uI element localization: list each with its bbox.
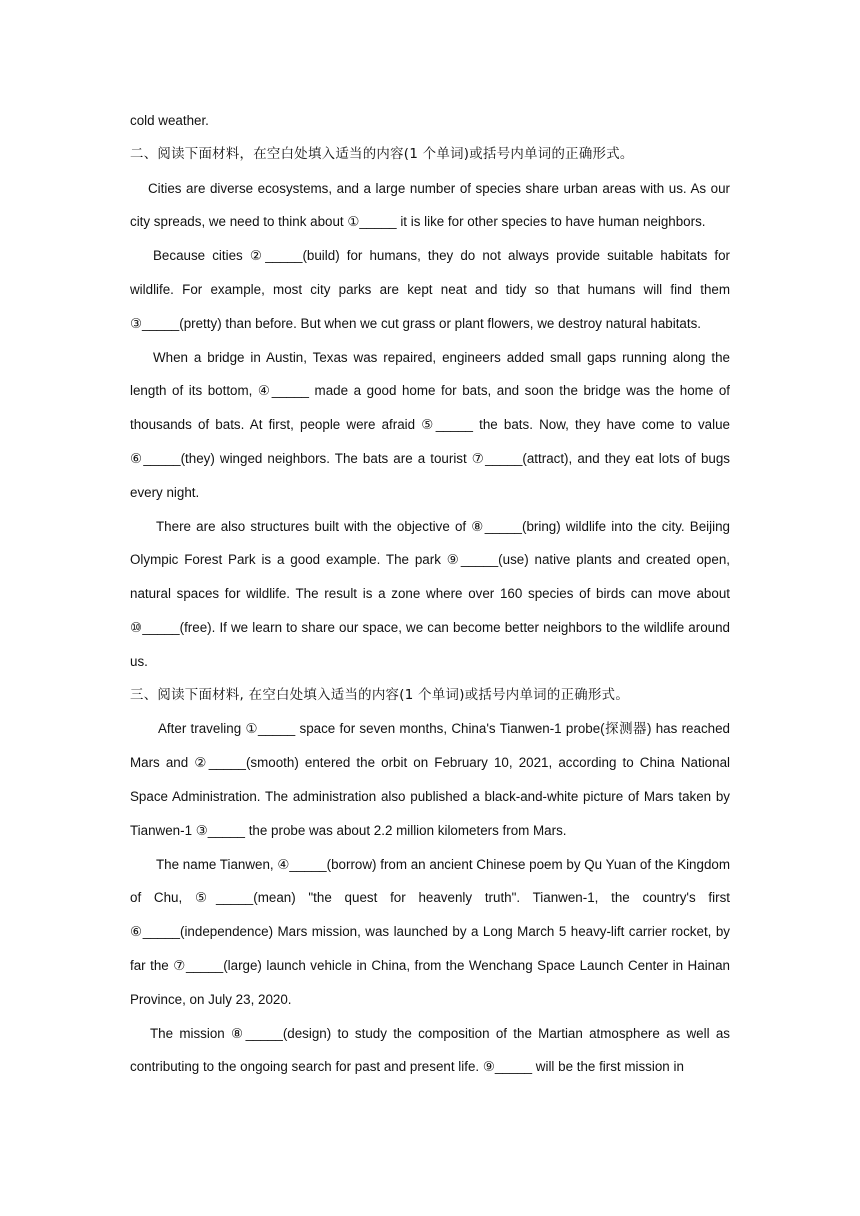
section-3-paragraph-3: The mission ⑧_____(design) to study the composition of the Martian atmosphere as well as contributing to the ongoing search for past and present life. ⑨_____ will be the first mission in [130,1025,730,1075]
document-page [130,104,730,1084]
section-2-paragraph-3: When a bridge in Austin, Texas was repaired, engineers added small gaps running along the length of its bottom, ④_____ made a good home for bats, and soon the bridge was the home of thousands of bats. At first, people were afraid ⑤_____ the bats. Now, they have come to value ⑥_____(they) winged neighbors. The bats are a tourist ⑦_____(attract), and they eat lots of bugs every night. [130,349,730,500]
section-3-paragraph-2: The name Tianwen, ④_____(borrow) from an ancient Chinese poem by Qu Yuan of the Kingdom of Chu, ⑤_____(mean) "the quest for heavenly truth". Tianwen-1, the country's first ⑥_____(independence) Mars mission, was launched by a Long March 5 heavy-lift carrier rocket, by far the ⑦_____(large) launch vehicle in China, from the Wenchang Space Launch Center in Hainan Province, on July 23, 2020. [130,856,730,1007]
section-2-paragraph-1: Cities are diverse ecosystems, and a large number of species share urban areas with us. As our city spreads, we need to think about ①_____ it is like for other species to have human neighbors. [130,180,730,230]
section-2-heading: 二、阅读下面材料，在空白处填入适当的内容(1 个单词)或括号内单词的正确形式。 [130,146,634,162]
section-2-paragraph-4: There are also structures built with the objective of ⑧_____(bring) wildlife into the city. Beijing Olympic Forest Park is a good example. The park ⑨_____(use) native plants and created open, natural spaces for wildlife. The result is a zone where over 160 species of birds can move about ⑩_____(free). If we learn to share our space, we can become better neighbors to the wildlife around us. [130,518,730,669]
section-2-paragraph-2: Because cities ②_____(build) for humans, they do not always provide suitable habitats for wildlife. For example, most city parks are kept neat and tidy so that humans will find them ③_____(pretty) than before. But when we cut grass or plant flowers, we destroy natural habitats. [130,248,730,331]
section-3-paragraph-1: After traveling ①_____ space for seven months, China's Tianwen-1 probe(探测器) has reached Mars and ②_____(smooth) entered the orbit on February 10, 2021, according to China National Space Administration. The administration also published a black-and-white picture of Mars taken by Tianwen-1 ③_____ the probe was about 2.2 million kilometers from Mars. [130,721,730,838]
section-3-heading: 三、阅读下面材料, 在空白处填入适当的内容(1 个单词)或括号内单词的正确形式。 [130,687,630,703]
top-fragment: cold weather. [130,113,209,128]
